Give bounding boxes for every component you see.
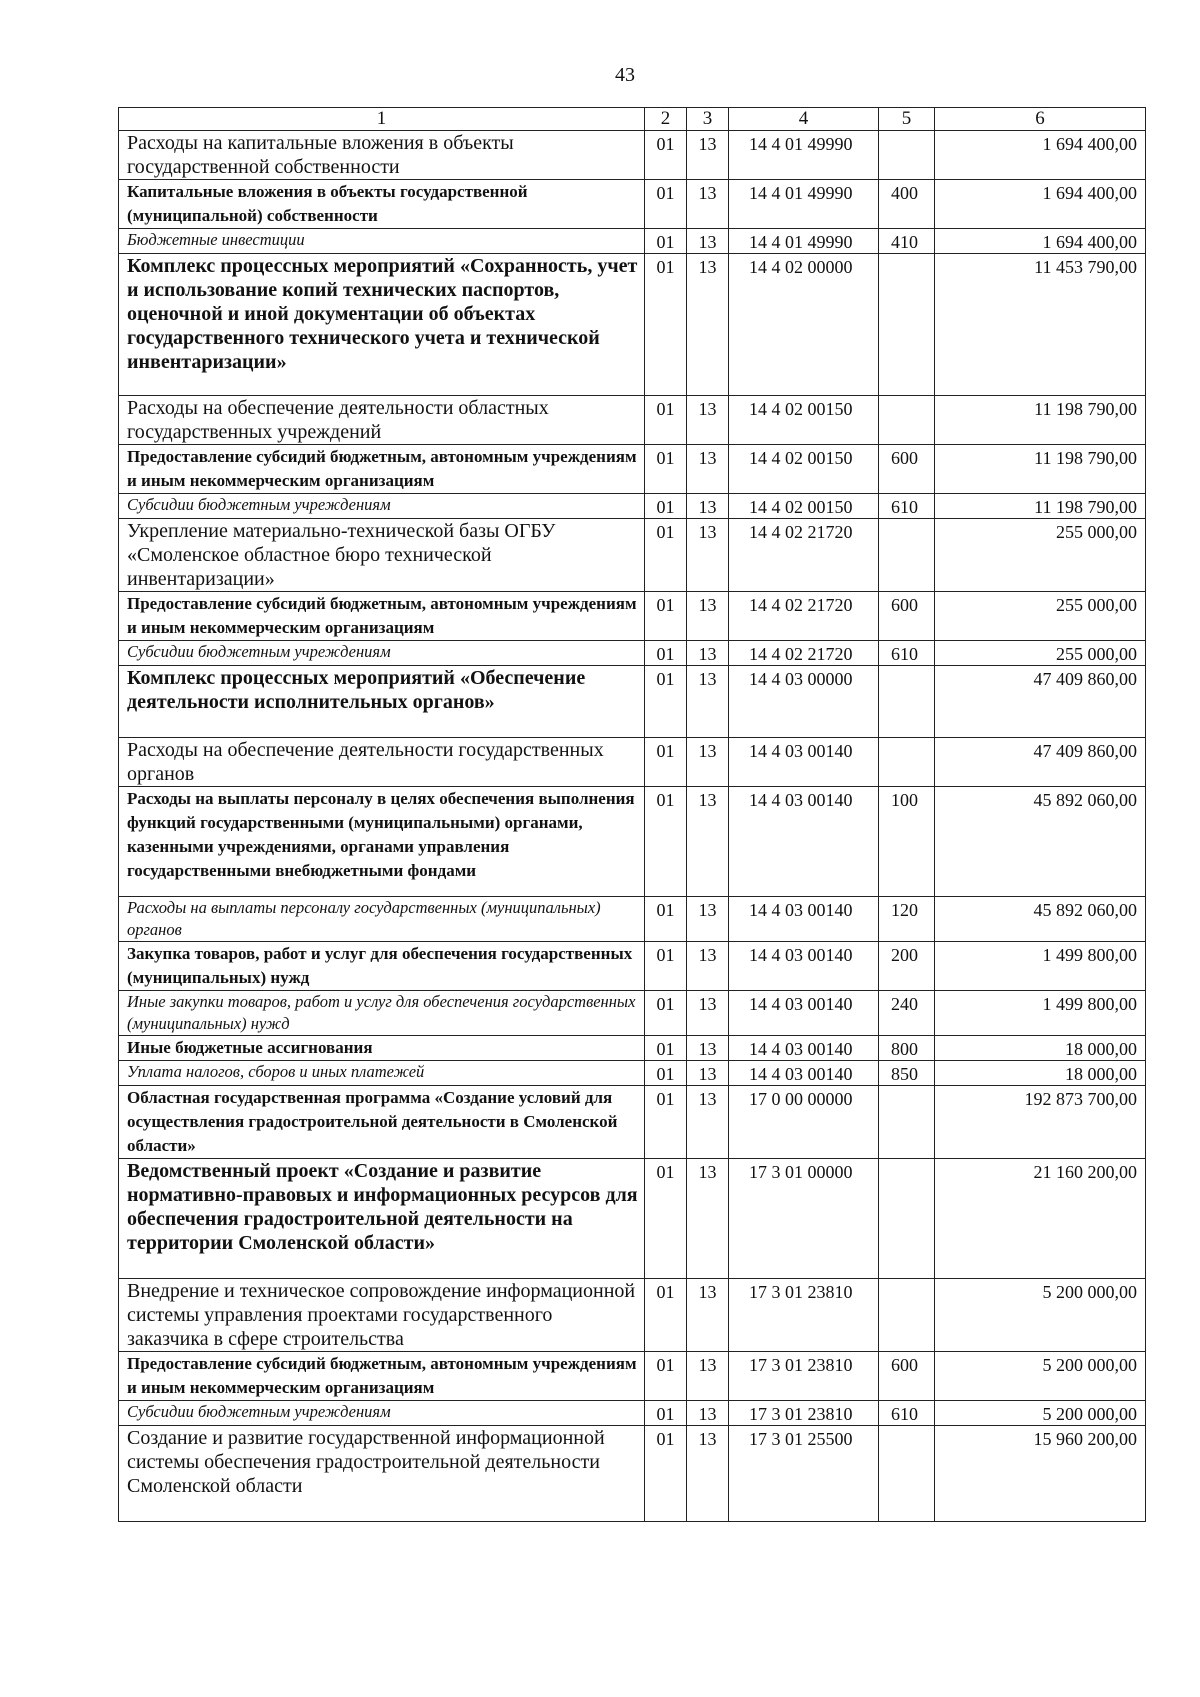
row-target-code: 14 4 01 49990 <box>729 180 879 229</box>
table-row <box>119 592 1146 641</box>
row-subsection-code: 13 <box>687 519 729 592</box>
row-name: Расходы на обеспечение деятельности областных государственных учреждений <box>119 396 645 445</box>
table-row <box>119 229 1146 254</box>
row-amount: 1 499 800,00 <box>935 942 1146 991</box>
row-name: Комплекс процессных мероприятий «Обеспечение деятельности исполнительных органов» <box>119 666 645 738</box>
row-target-code: 14 4 01 49990 <box>729 229 879 254</box>
row-name: Укрепление материально-технической базы ОГБУ «Смоленское областное бюро технической инвентаризации» <box>119 519 645 592</box>
row-amount: 21 160 200,00 <box>935 1159 1146 1279</box>
row-section-code: 01 <box>645 1086 687 1159</box>
row-subsection-code: 13 <box>687 1426 729 1522</box>
table-row <box>119 1279 1146 1352</box>
row-subsection-code: 13 <box>687 738 729 787</box>
row-target-code: 14 4 02 00000 <box>729 254 879 396</box>
row-amount: 18 000,00 <box>935 1061 1146 1086</box>
row-target-code: 14 4 02 21720 <box>729 641 879 666</box>
row-subsection-code: 13 <box>687 180 729 229</box>
row-target-code: 17 0 00 00000 <box>729 1086 879 1159</box>
row-name: Уплата налогов, сборов и иных платежей <box>119 1061 645 1086</box>
row-expense-type <box>879 1086 935 1159</box>
row-amount: 255 000,00 <box>935 641 1146 666</box>
row-name: Иные закупки товаров, работ и услуг для обеспечения государственных (муниципальных) нужд <box>119 991 645 1036</box>
row-section-code: 01 <box>645 991 687 1036</box>
row-target-code: 14 4 03 00140 <box>729 1036 879 1061</box>
table-row <box>119 787 1146 897</box>
table-row <box>119 666 1146 738</box>
row-section-code: 01 <box>645 254 687 396</box>
table-row <box>119 1352 1146 1401</box>
row-expense-type <box>879 519 935 592</box>
row-section-code: 01 <box>645 131 687 180</box>
table-row <box>119 991 1146 1036</box>
row-subsection-code: 13 <box>687 1086 729 1159</box>
table-row <box>119 1036 1146 1061</box>
table-row <box>119 1401 1146 1426</box>
row-name: Расходы на выплаты персоналу в целях обеспечения выполнения функций государственными (муниципальными) органами, казенными учреждениями, органами управления государственными внебюджетными фондами <box>119 787 645 897</box>
row-expense-type: 600 <box>879 592 935 641</box>
row-target-code: 17 3 01 25500 <box>729 1426 879 1522</box>
row-amount: 15 960 200,00 <box>935 1426 1146 1522</box>
row-section-code: 01 <box>645 787 687 897</box>
row-name: Предоставление субсидий бюджетным, автономным учреждениям и иным некоммерческим организациям <box>119 445 645 494</box>
table-row <box>119 1426 1146 1522</box>
row-expense-type: 120 <box>879 897 935 942</box>
row-expense-type: 610 <box>879 1401 935 1426</box>
row-name: Расходы на обеспечение деятельности государственных органов <box>119 738 645 787</box>
row-amount: 11 198 790,00 <box>935 445 1146 494</box>
row-section-code: 01 <box>645 1159 687 1279</box>
row-subsection-code: 13 <box>687 445 729 494</box>
row-section-code: 01 <box>645 396 687 445</box>
row-section-code: 01 <box>645 494 687 519</box>
row-name: Предоставление субсидий бюджетным, автономным учреждениям и иным некоммерческим организациям <box>119 592 645 641</box>
column-header: 6 <box>935 108 1146 131</box>
row-target-code: 14 4 03 00140 <box>729 942 879 991</box>
row-expense-type <box>879 1159 935 1279</box>
row-subsection-code: 13 <box>687 1352 729 1401</box>
row-name: Иные бюджетные ассигнования <box>119 1036 645 1061</box>
row-name: Расходы на капитальные вложения в объекты государственной собственности <box>119 131 645 180</box>
row-subsection-code: 13 <box>687 592 729 641</box>
row-expense-type: 240 <box>879 991 935 1036</box>
row-target-code: 14 4 02 21720 <box>729 592 879 641</box>
row-subsection-code: 13 <box>687 254 729 396</box>
row-subsection-code: 13 <box>687 1159 729 1279</box>
row-name: Субсидии бюджетным учреждениям <box>119 641 645 666</box>
row-expense-type: 610 <box>879 641 935 666</box>
row-name: Расходы на выплаты персоналу государственных (муниципальных) органов <box>119 897 645 942</box>
row-name: Субсидии бюджетным учреждениям <box>119 494 645 519</box>
row-amount: 5 200 000,00 <box>935 1401 1146 1426</box>
row-expense-type <box>879 738 935 787</box>
row-target-code: 14 4 03 00140 <box>729 787 879 897</box>
row-expense-type: 850 <box>879 1061 935 1086</box>
budget-table <box>118 107 1146 1522</box>
row-expense-type: 400 <box>879 180 935 229</box>
row-subsection-code: 13 <box>687 991 729 1036</box>
row-expense-type: 610 <box>879 494 935 519</box>
row-target-code: 14 4 02 00150 <box>729 445 879 494</box>
row-section-code: 01 <box>645 738 687 787</box>
row-target-code: 14 4 01 49990 <box>729 131 879 180</box>
row-section-code: 01 <box>645 445 687 494</box>
row-amount: 11 198 790,00 <box>935 494 1146 519</box>
row-target-code: 14 4 03 00140 <box>729 991 879 1036</box>
row-amount: 1 499 800,00 <box>935 991 1146 1036</box>
row-subsection-code: 13 <box>687 1401 729 1426</box>
row-name: Комплекс процессных мероприятий «Сохранность, учет и использование копий технических паспортов, оценочной и иной документации об объектах государственного технического учета и технической инвентаризации» <box>119 254 645 396</box>
row-section-code: 01 <box>645 1061 687 1086</box>
row-amount: 5 200 000,00 <box>935 1352 1146 1401</box>
row-target-code: 14 4 02 00150 <box>729 396 879 445</box>
column-header: 2 <box>645 108 687 131</box>
row-subsection-code: 13 <box>687 1279 729 1352</box>
table-row <box>119 897 1146 942</box>
column-header: 5 <box>879 108 935 131</box>
row-amount: 18 000,00 <box>935 1036 1146 1061</box>
row-section-code: 01 <box>645 229 687 254</box>
row-target-code: 17 3 01 23810 <box>729 1352 879 1401</box>
row-target-code: 17 3 01 00000 <box>729 1159 879 1279</box>
table-header-row <box>119 108 1146 131</box>
row-amount: 255 000,00 <box>935 592 1146 641</box>
row-target-code: 14 4 02 21720 <box>729 519 879 592</box>
table-row <box>119 1061 1146 1086</box>
row-amount: 1 694 400,00 <box>935 180 1146 229</box>
row-section-code: 01 <box>645 519 687 592</box>
row-amount: 1 694 400,00 <box>935 229 1146 254</box>
row-subsection-code: 13 <box>687 1036 729 1061</box>
table-row <box>119 131 1146 180</box>
row-expense-type <box>879 254 935 396</box>
page-number: 43 <box>615 64 635 86</box>
row-expense-type <box>879 1426 935 1522</box>
row-amount: 5 200 000,00 <box>935 1279 1146 1352</box>
row-amount: 11 198 790,00 <box>935 396 1146 445</box>
table-row <box>119 445 1146 494</box>
row-amount: 11 453 790,00 <box>935 254 1146 396</box>
row-target-code: 14 4 03 00140 <box>729 738 879 787</box>
row-amount: 255 000,00 <box>935 519 1146 592</box>
row-section-code: 01 <box>645 180 687 229</box>
table-row <box>119 942 1146 991</box>
row-amount: 47 409 860,00 <box>935 738 1146 787</box>
table-row <box>119 1159 1146 1279</box>
row-name: Создание и развитие государственной информационной системы обеспечения градостроительной деятельности Смоленской области <box>119 1426 645 1522</box>
row-name: Капитальные вложения в объекты государственной (муниципальной) собственности <box>119 180 645 229</box>
row-subsection-code: 13 <box>687 229 729 254</box>
row-name: Субсидии бюджетным учреждениям <box>119 1401 645 1426</box>
row-expense-type: 600 <box>879 445 935 494</box>
row-subsection-code: 13 <box>687 641 729 666</box>
row-section-code: 01 <box>645 641 687 666</box>
table-row <box>119 396 1146 445</box>
row-subsection-code: 13 <box>687 131 729 180</box>
row-expense-type: 100 <box>879 787 935 897</box>
row-section-code: 01 <box>645 666 687 738</box>
row-section-code: 01 <box>645 897 687 942</box>
row-expense-type <box>879 1279 935 1352</box>
row-section-code: 01 <box>645 592 687 641</box>
row-section-code: 01 <box>645 1352 687 1401</box>
row-amount: 45 892 060,00 <box>935 897 1146 942</box>
row-target-code: 17 3 01 23810 <box>729 1279 879 1352</box>
row-section-code: 01 <box>645 1036 687 1061</box>
row-name: Закупка товаров, работ и услуг для обеспечения государственных (муниципальных) нужд <box>119 942 645 991</box>
column-header: 4 <box>729 108 879 131</box>
column-header: 3 <box>687 108 729 131</box>
row-subsection-code: 13 <box>687 396 729 445</box>
row-section-code: 01 <box>645 1401 687 1426</box>
column-header: 1 <box>119 108 645 131</box>
row-subsection-code: 13 <box>687 787 729 897</box>
row-name: Ведомственный проект «Создание и развитие нормативно-правовых и информационных ресурсов для обеспечения градостроительной деятельности на территории Смоленской области» <box>119 1159 645 1279</box>
row-target-code: 14 4 03 00140 <box>729 897 879 942</box>
table-row <box>119 519 1146 592</box>
row-name: Областная государственная программа «Создание условий для осуществления градостроительной деятельности в Смоленской области» <box>119 1086 645 1159</box>
row-amount: 47 409 860,00 <box>935 666 1146 738</box>
row-subsection-code: 13 <box>687 666 729 738</box>
row-target-code: 14 4 03 00000 <box>729 666 879 738</box>
row-subsection-code: 13 <box>687 897 729 942</box>
row-amount: 192 873 700,00 <box>935 1086 1146 1159</box>
row-subsection-code: 13 <box>687 1061 729 1086</box>
row-target-code: 14 4 03 00140 <box>729 1061 879 1086</box>
table-row <box>119 641 1146 666</box>
row-expense-type: 800 <box>879 1036 935 1061</box>
row-expense-type <box>879 396 935 445</box>
row-subsection-code: 13 <box>687 942 729 991</box>
table-row <box>119 254 1146 396</box>
row-section-code: 01 <box>645 942 687 991</box>
row-amount: 45 892 060,00 <box>935 787 1146 897</box>
row-section-code: 01 <box>645 1279 687 1352</box>
row-subsection-code: 13 <box>687 494 729 519</box>
row-target-code: 17 3 01 23810 <box>729 1401 879 1426</box>
row-expense-type: 600 <box>879 1352 935 1401</box>
row-target-code: 14 4 02 00150 <box>729 494 879 519</box>
table-row <box>119 1086 1146 1159</box>
row-name: Внедрение и техническое сопровождение информационной системы управления проектами государственного заказчика в сфере строительства <box>119 1279 645 1352</box>
row-amount: 1 694 400,00 <box>935 131 1146 180</box>
row-name: Бюджетные инвестиции <box>119 229 645 254</box>
table-row <box>119 494 1146 519</box>
table-row <box>119 738 1146 787</box>
row-expense-type: 410 <box>879 229 935 254</box>
row-section-code: 01 <box>645 1426 687 1522</box>
row-expense-type <box>879 131 935 180</box>
row-name: Предоставление субсидий бюджетным, автономным учреждениям и иным некоммерческим организациям <box>119 1352 645 1401</box>
row-expense-type <box>879 666 935 738</box>
row-expense-type: 200 <box>879 942 935 991</box>
table-row <box>119 180 1146 229</box>
